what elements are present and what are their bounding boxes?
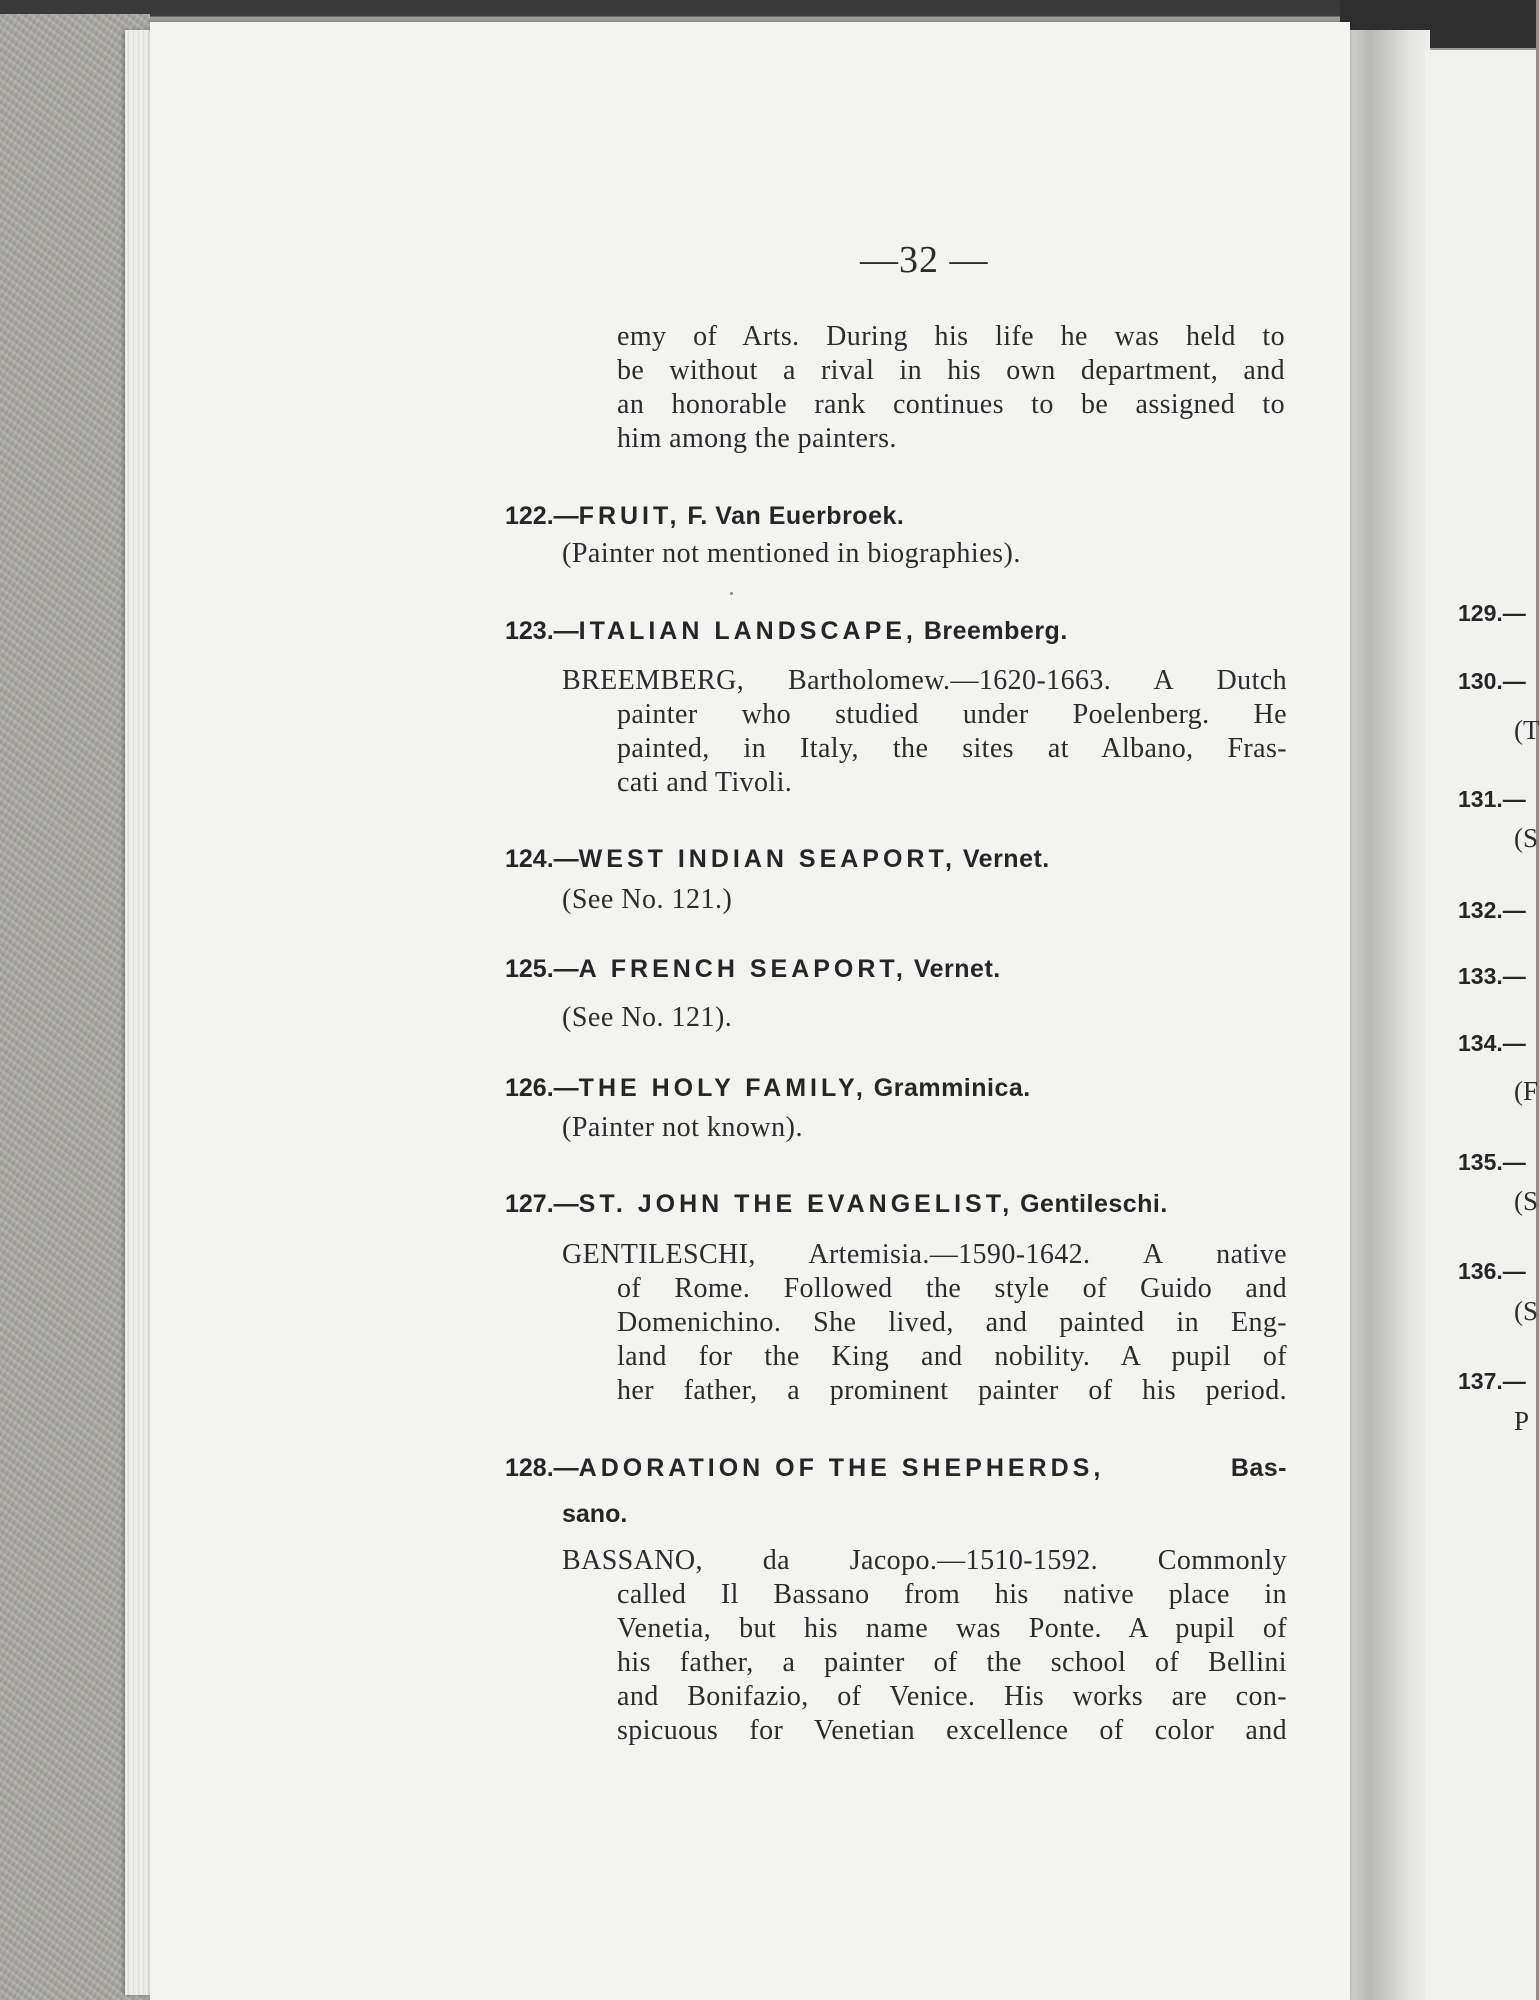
right-entry-number: 131.— (1458, 786, 1526, 812)
book-gutter (1350, 30, 1430, 2000)
entry-note-124: (See No. 121.) (562, 884, 733, 915)
page-number: —32 — (860, 239, 989, 281)
text-line: emy of Arts. During his life he was held to (617, 321, 1285, 352)
text-line: painted, in Italy, the sites at Albano, Fras- (617, 733, 1287, 764)
entry-title: FRUIT, (578, 502, 681, 530)
text-line: and Bonifazio, of Venice. His works are con- (617, 1681, 1287, 1712)
entry-heading-122 (505, 502, 904, 531)
right-text-fragment: (S (1514, 823, 1539, 853)
text-line: her father, a prominent painter of his period. (617, 1375, 1287, 1406)
right-entry-number: 135.— (1458, 1149, 1526, 1175)
entry-number: 122.— (505, 502, 579, 530)
entry-number: 125.— (505, 955, 579, 983)
right-text-fragment: (S (1514, 1186, 1539, 1216)
right-text-fragment: (S (1514, 1296, 1539, 1326)
entry-number: 126.— (505, 1074, 579, 1102)
text-line: be without a rival in his own department, and (617, 355, 1285, 386)
right-text-fragment: P (1514, 1406, 1530, 1436)
right-page (1425, 50, 1539, 2000)
entry-heading-127 (505, 1190, 1168, 1219)
text-line: land for the King and nobility. A pupil of (617, 1341, 1287, 1372)
entry-number: 124.— (505, 845, 579, 873)
scanner-top-edge (0, 0, 1536, 14)
entry-title: THE HOLY FAMILY, (578, 1074, 867, 1102)
text-line: BASSANO, da Jacopo.—1510-1592. Commonly (562, 1545, 1287, 1576)
entry-number: 128.— (505, 1454, 579, 1482)
entry-bio-128 (562, 1544, 1287, 1748)
ink-speck (730, 592, 733, 595)
entry-artist: Gramminica. (873, 1074, 1031, 1102)
text-line: spicuous for Venetian excellence of color and (617, 1715, 1287, 1746)
entry-number: 123.— (505, 617, 579, 645)
right-text-fragment: (F (1514, 1076, 1539, 1106)
right-entry-number: 129.— (1458, 600, 1526, 626)
entry-title: ADORATION OF THE SHEPHERDS, (578, 1454, 1105, 1482)
intro-paragraph (617, 320, 1285, 456)
right-entry-number: 130.— (1458, 668, 1526, 694)
entry-artist: Gentileschi. (1020, 1190, 1168, 1218)
entry-artist: Vernet. (913, 955, 1001, 983)
text-line: BREEMBERG, Bartholomew.—1620-1663. A Dutch (562, 665, 1287, 696)
right-entry-number: 136.— (1458, 1258, 1526, 1284)
right-entry-number: 132.— (1458, 897, 1526, 923)
entry-heading-128 (505, 1454, 1287, 1483)
entry-title: ST. JOHN THE EVANGELIST, (578, 1190, 1014, 1218)
entry-bio-123 (562, 664, 1287, 800)
entry-heading-124 (505, 845, 1050, 874)
entry-heading-125 (505, 955, 1001, 984)
text-line: called Il Bassano from his native place in (617, 1579, 1287, 1610)
entry-bio-127 (562, 1238, 1287, 1408)
right-text-fragment: (T (1514, 715, 1539, 745)
text-line: painter who studied under Poelenberg. He (617, 699, 1287, 730)
entry-title: WEST INDIAN SEAPORT, (578, 845, 956, 873)
right-entry-number: 133.— (1458, 963, 1526, 989)
text-line: him among the painters. (617, 423, 897, 454)
text-line: cati and Tivoli. (617, 767, 793, 798)
entry-artist: Breemberg. (923, 617, 1068, 645)
right-entry-number: 134.— (1458, 1030, 1526, 1056)
text-line: Venetia, but his name was Ponte. A pupil of (617, 1613, 1287, 1644)
right-entry-number: 137.— (1458, 1368, 1526, 1394)
entry-heading-126 (505, 1074, 1031, 1103)
entry-artist-continued: sano. (562, 1500, 628, 1528)
entry-artist: Vernet. (962, 845, 1050, 873)
entry-artist: Bas- (1230, 1454, 1287, 1482)
text-line: of Rome. Followed the style of Guido and (617, 1273, 1287, 1304)
text-line: an honorable rank continues to be assigned to (617, 389, 1285, 420)
entry-number: 127.— (505, 1190, 579, 1218)
entry-title: ITALIAN LANDSCAPE, (578, 617, 917, 645)
entry-heading-123 (505, 617, 1068, 646)
entry-title: A FRENCH SEAPORT, (578, 955, 907, 983)
text-line: Domenichino. She lived, and painted in Eng- (617, 1307, 1287, 1338)
entry-note-126: (Painter not known). (562, 1112, 803, 1143)
entry-note-125: (See No. 121). (562, 1002, 733, 1033)
entry-artist: F. Van Euerbroek. (687, 502, 905, 530)
text-line: his father, a painter of the school of Bellini (617, 1647, 1287, 1678)
text-line: GENTILESCHI, Artemisia.—1590-1642. A native (562, 1239, 1287, 1270)
entry-note-122: (Painter not mentioned in biographies). (562, 538, 1021, 569)
